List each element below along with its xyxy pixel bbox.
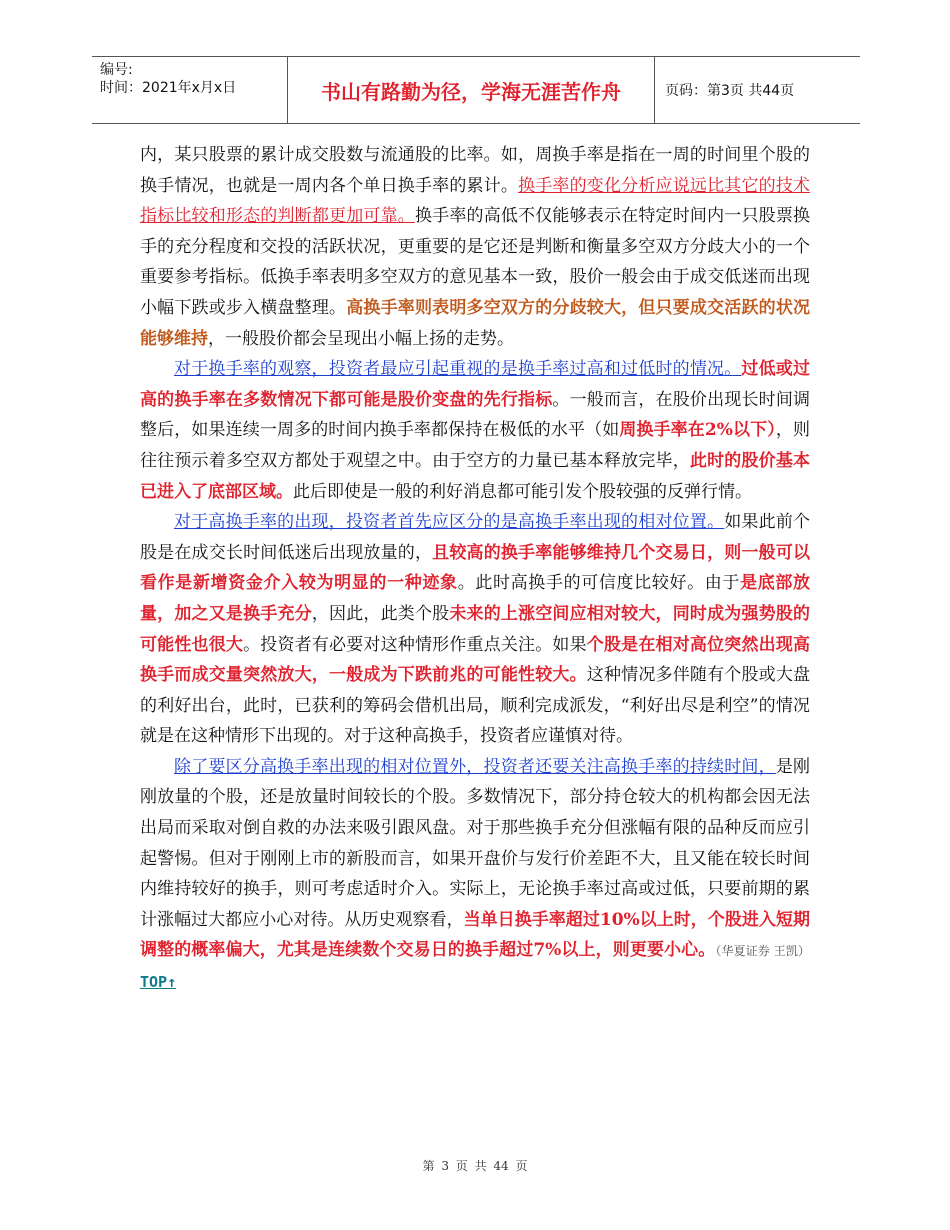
paragraph-3	[140, 507, 810, 752]
highlight-span: 个股是在相对高位突然出现高换手而成交量突然放大，一般成为下跌前兆的可能性较大。	[140, 634, 811, 686]
source-attribution: （华夏证券 王凯）	[715, 944, 810, 959]
text-span: 这种情况多伴随有个股或大盘的利好出台，此时，已获利的筹码会借机出局，顺利完成派发，“利好出尽是利空”的情况就是在这种情形下出现的。对于这种高换手，投资者应谨慎对待。	[140, 665, 811, 747]
text-span: 是刚刚放量的个股，还是放量时间较长的个股。多数情况下，部分持仓较大的机构都会因无法出局而采取对倒自救的办法来吸引跟风盘。对于那些换手充分但涨幅有限的品种反而应引起警惕。但对于刚刚上市的新股而言，如果开盘价与发行价差距不大，且又能在较长时间内维持较好的换手，则可考虑适时介入。实际上，无论换手率过高或过低，只要前期的累计涨幅过大都应小心对待。从历史观察看，	[140, 756, 811, 930]
text-span: 。一般而言，在股价出现长时间调整后，如果连续一周多的时间内换手率都保持在极低的水平（如	[140, 389, 811, 441]
highlight-span: 过低或过高的换手率在多数情况下都可能是股价变盘的先行指标	[140, 359, 811, 410]
text-span: 换手率的高低不仅能够表示在特定时间内一只股票换手的充分程度和交投的活跃状况，更重要的是它还是判断和衡量多空双方分歧大小的一个重要参考指标。低换手率表明多空双方的意见基本一致，股价一般会由于成交低迷而出现小幅下跌或步入横盘整理。	[140, 206, 811, 318]
underlined-span: 除了要区分高换手率出现的相对位置外，投资者还要关注高换手率的持续时间，	[174, 756, 776, 777]
text-span: ，因此，此类个股	[311, 603, 450, 624]
document-body	[140, 140, 810, 998]
highlight-span: 未来的上涨空间应相对较大，同时成为强势股的可能性也很大	[140, 603, 811, 655]
text-span: 。投资者有必要对这种情形作重点关注。如果	[243, 634, 587, 655]
header-page-number: 页码：第3页 共44页	[665, 83, 795, 99]
page-header	[92, 56, 860, 124]
highlight-span: 此时的股价基本已进入了底部区域。	[140, 450, 811, 502]
highlight-span: 换手率的变化分析应说远比其它的技术指标比较和形态的判断都更加可靠。	[140, 175, 811, 227]
highlight-span: 是底部放量，加之又是换手充分	[140, 573, 811, 624]
text-span: 内，某只股票的累计成交股数与流通股的比率。如，周换手率是指在一周的时间里个股的换手情况，也就是一周内各个单日换手率的累计。	[140, 145, 810, 196]
text-span: 。此时高换手的可信度比较好。由于	[457, 573, 741, 594]
text-span: 如果此前个股是在成交长时间低迷后出现放量的，	[140, 512, 811, 563]
text-span: 此后即使是一般的利好消息都可能引发个股较强的反弹行情。	[293, 481, 752, 502]
text-span: ，则往往预示着多空双方都处于观望之中。由于空方的力量已基本释放完毕，	[140, 420, 811, 471]
paragraph-4	[140, 752, 810, 998]
top-link[interactable]: TOP↑	[140, 973, 177, 992]
underlined-span: 对于高换手率的出现，投资者首先应区分的是高换手率出现的相对位置。	[174, 512, 725, 533]
document-code-label: 编号:	[100, 62, 133, 78]
paragraph-2	[140, 354, 810, 507]
text-span: ，一般股价都会呈现出小幅上扬的走势。	[208, 328, 514, 349]
page-footer: 第 3 页 共 44 页	[422, 1159, 528, 1173]
highlight-span: 当单日换手率超过10%以上时，个股进入短期调整的概率偏大，尤其是连续数个交易日的换手超过7%以上，则更要小心。	[140, 909, 810, 961]
highlight-span: 且较高的换手率能够维持几个交易日，则一般可以看作是新增资金介入较为明显的一种迹象	[140, 542, 811, 594]
header-meta	[92, 57, 287, 123]
paragraph-1	[140, 140, 810, 354]
underlined-span: 对于换手率的观察，投资者最应引起重视的是换手率过高和过低时的情况。	[174, 359, 742, 380]
highlight-span: 周换手率在2%以下）	[619, 420, 776, 441]
highlight-span: 高换手率则表明多空双方的分歧较大，但只要成交活跃的状况能够维持	[140, 297, 811, 349]
document-time-label: 时间：2021年x月x日	[100, 80, 237, 96]
header-motto: 书山有路勤为径，学海无涯苦作舟	[287, 57, 655, 123]
